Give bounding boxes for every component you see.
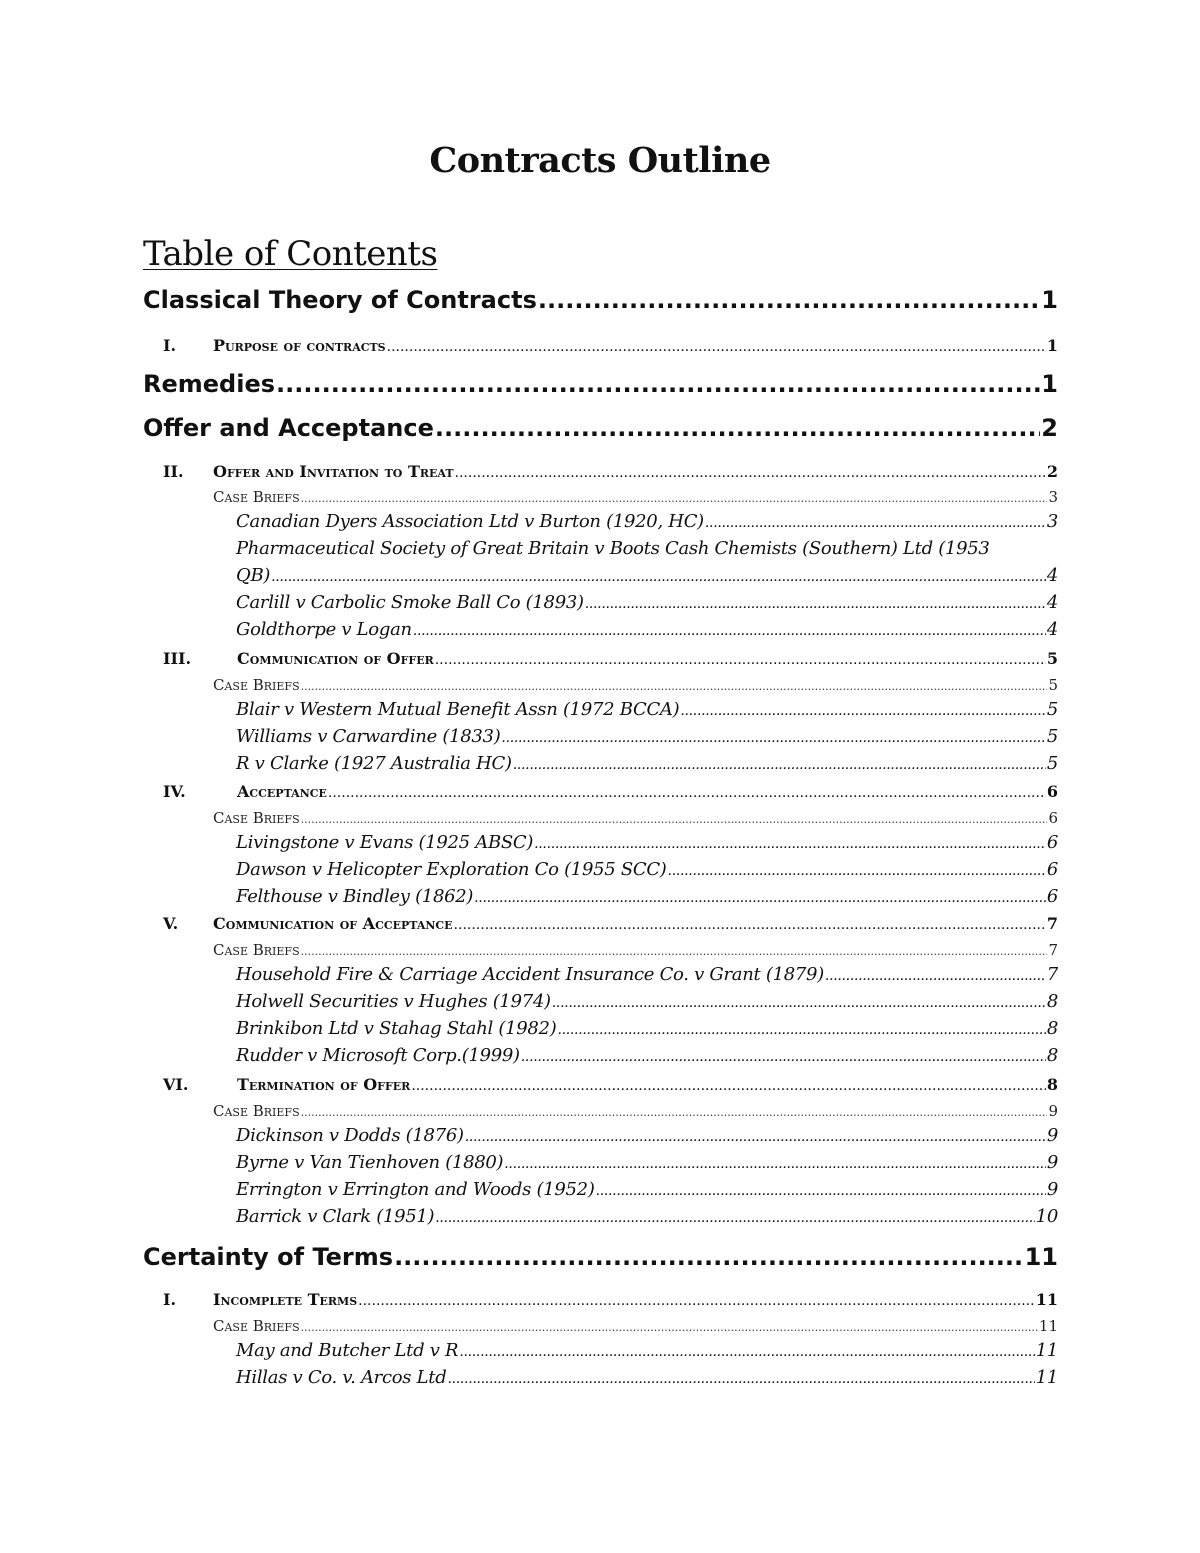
toc-entry-case[interactable] xyxy=(143,592,1058,619)
toc-entry-case[interactable] xyxy=(143,1152,1058,1179)
toc-page-number: 3 xyxy=(1046,511,1058,532)
toc-entry-text: Case Briefs xyxy=(213,1317,300,1335)
toc-page-number: 9 xyxy=(1046,1125,1058,1146)
toc-page-number: 6 xyxy=(1048,809,1058,827)
dot-leader xyxy=(455,465,1046,481)
dot-leader xyxy=(301,680,1048,693)
toc-entry-communication-of-acceptance[interactable] xyxy=(143,914,1058,940)
toc-entry-number: IV. xyxy=(163,782,186,801)
toc-entry-text: Communication of Offer xyxy=(237,649,434,668)
toc-entry-communication-of-offer[interactable] xyxy=(143,649,1058,675)
toc-entry-number: II. xyxy=(163,462,184,481)
toc-entry-text: Brinkibon Ltd v Stahag Stahl (1982) xyxy=(236,1018,557,1039)
toc-entry-case[interactable] xyxy=(143,1206,1058,1233)
dot-leader xyxy=(301,492,1048,505)
toc-entry-text: Livingstone v Evans (1925 ABSC) xyxy=(236,832,534,853)
toc-entry-case[interactable] xyxy=(143,1125,1058,1152)
toc-entry-text: Dickinson v Dodds (1876) xyxy=(236,1125,464,1146)
toc-entry-number: VI. xyxy=(163,1075,189,1094)
toc-entry-text: Remedies xyxy=(143,370,276,398)
toc-page-number: 9 xyxy=(1046,1179,1058,1200)
toc-page-number: 1 xyxy=(1041,286,1058,314)
toc-entry-text: Case Briefs xyxy=(213,941,300,959)
toc-entry-purpose-of-contracts[interactable] xyxy=(143,336,1058,362)
toc-entry-text: Certainty of Terms xyxy=(143,1243,394,1271)
dot-leader xyxy=(276,370,1040,398)
toc-entry-case[interactable] xyxy=(143,1340,1058,1367)
dot-leader xyxy=(454,917,1046,933)
toc-entry-text: Dawson v Helicopter Exploration Co (1955 SCC) xyxy=(236,859,667,880)
dot-leader xyxy=(465,1129,1046,1145)
toc-entry-case[interactable] xyxy=(143,1018,1058,1045)
document-title: Contracts Outline xyxy=(429,140,771,181)
toc-entry-case[interactable] xyxy=(143,886,1058,913)
toc-entry-offer-and-invitation[interactable] xyxy=(143,462,1058,488)
toc-entry-text: Rudder v Microsoft Corp.(1999) xyxy=(236,1045,520,1066)
toc-entry-text: Pharmaceutical Society of Great Britain v Boots Cash Chemists (Southern) Ltd (1953 xyxy=(236,538,990,559)
dot-leader xyxy=(301,813,1048,826)
dot-leader xyxy=(358,1293,1035,1309)
toc-page-number: 3 xyxy=(1048,488,1058,506)
toc-page-number: 2 xyxy=(1041,414,1058,442)
toc-entry-text: Purpose of contracts xyxy=(213,336,386,355)
toc-heading: Table of Contents xyxy=(143,234,438,274)
dot-leader xyxy=(328,785,1046,801)
toc-entry-case-briefs[interactable] xyxy=(143,941,1058,965)
toc-entry-case[interactable] xyxy=(143,619,1058,646)
toc-entry-text: Felthouse v Bindley (1862) xyxy=(236,886,474,907)
toc-entry-remedies[interactable] xyxy=(143,370,1058,404)
toc-entry-incomplete-terms[interactable] xyxy=(143,1290,1058,1316)
toc-entry-classical-theory[interactable] xyxy=(143,286,1058,320)
toc-page-number: 11 xyxy=(1038,1317,1058,1335)
toc-page-number: 2 xyxy=(1046,462,1058,481)
dot-leader xyxy=(705,515,1046,531)
toc-entry-case[interactable] xyxy=(143,1367,1058,1394)
toc-page-number: 8 xyxy=(1046,1045,1058,1066)
toc-entry-case[interactable] xyxy=(143,859,1058,886)
dot-leader xyxy=(301,945,1048,958)
dot-leader xyxy=(521,1049,1046,1065)
toc-entry-case-continued[interactable] xyxy=(143,565,1058,592)
toc-page-number: 6 xyxy=(1046,859,1058,880)
toc-page-number: 5 xyxy=(1046,649,1058,668)
dot-leader xyxy=(501,730,1045,746)
dot-leader xyxy=(413,623,1046,639)
toc-page-number: 7 xyxy=(1048,941,1058,959)
toc-entry-case[interactable] xyxy=(143,699,1058,726)
toc-entry-number: III. xyxy=(163,649,192,668)
toc-entry-text: Case Briefs xyxy=(213,1102,300,1120)
toc-page-number: 10 xyxy=(1035,1206,1058,1227)
toc-entry-text: Household Fire & Carriage Accident Insurance Co. v Grant (1879) xyxy=(236,964,824,985)
toc-entry-text: Termination of Offer xyxy=(237,1075,411,1094)
dot-leader xyxy=(538,286,1040,314)
toc-entry-text: Blair v Western Mutual Benefit Assn (1972 BCCA) xyxy=(236,699,680,720)
toc-page-number: 4 xyxy=(1046,592,1058,613)
toc-page-number: 6 xyxy=(1046,886,1058,907)
dot-leader xyxy=(435,414,1040,442)
toc-entry-case-briefs[interactable] xyxy=(143,488,1058,512)
toc-page-number: 11 xyxy=(1024,1243,1058,1271)
toc-page-number: 5 xyxy=(1046,753,1058,774)
toc-entry-text: Case Briefs xyxy=(213,488,300,506)
toc-entry-text: Case Briefs xyxy=(213,809,300,827)
toc-entry-acceptance[interactable] xyxy=(143,782,1058,808)
toc-page-number: 5 xyxy=(1046,699,1058,720)
toc-entry-text: QB) xyxy=(236,565,271,586)
toc-page-number: 11 xyxy=(1035,1340,1058,1361)
toc-page-number: 1 xyxy=(1046,336,1058,355)
dot-leader xyxy=(435,1210,1034,1226)
toc-entry-case[interactable] xyxy=(143,1045,1058,1072)
toc-entry-text: Incomplete Terms xyxy=(213,1290,358,1309)
dot-leader xyxy=(271,569,1046,585)
toc-entry-text: Byrne v Van Tienhoven (1880) xyxy=(236,1152,504,1173)
toc-entry-case[interactable] xyxy=(143,538,1058,565)
toc-entry-number: V. xyxy=(163,914,179,933)
toc-entry-case[interactable] xyxy=(143,726,1058,753)
toc-entry-case[interactable] xyxy=(143,832,1058,859)
toc-page-number: 7 xyxy=(1046,964,1058,985)
toc-page-number: 11 xyxy=(1035,1290,1058,1309)
toc-entry-case-briefs[interactable] xyxy=(143,676,1058,700)
toc-entry-number: I. xyxy=(163,1290,177,1309)
toc-page-number: 4 xyxy=(1046,565,1058,586)
toc-entry-case[interactable] xyxy=(143,964,1058,991)
toc-page-number: 1 xyxy=(1041,370,1058,398)
toc-entry-text: Hillas v Co. v. Arcos Ltd xyxy=(236,1367,447,1388)
dot-leader xyxy=(557,1022,1045,1038)
dot-leader xyxy=(825,968,1046,984)
dot-leader xyxy=(596,1183,1046,1199)
toc-entry-offer-and-acceptance[interactable] xyxy=(143,414,1058,448)
toc-entry-text: Carlill v Carbolic Smoke Ball Co (1893) xyxy=(236,592,584,613)
toc-entry-text: Classical Theory of Contracts xyxy=(143,286,537,314)
toc-entry-case[interactable] xyxy=(143,511,1058,538)
toc-entry-text: Williams v Carwardine (1833) xyxy=(236,726,501,747)
toc-entry-case-briefs[interactable] xyxy=(143,1317,1058,1341)
dot-leader xyxy=(435,652,1046,668)
toc-entry-case[interactable] xyxy=(143,991,1058,1018)
toc-page-number: 6 xyxy=(1046,832,1058,853)
toc-page-number: 8 xyxy=(1046,1018,1058,1039)
toc-entry-case-briefs[interactable] xyxy=(143,809,1058,833)
toc-entry-text: May and Butcher Ltd v R xyxy=(236,1340,459,1361)
toc-page-number: 4 xyxy=(1046,619,1058,640)
toc-entry-case-briefs[interactable] xyxy=(143,1102,1058,1126)
toc-page-number: 5 xyxy=(1048,676,1058,694)
dot-leader xyxy=(585,596,1046,612)
toc-entry-text: Goldthorpe v Logan xyxy=(236,619,412,640)
toc-entry-case[interactable] xyxy=(143,753,1058,780)
toc-entry-termination-of-offer[interactable] xyxy=(143,1075,1058,1101)
toc-entry-certainty-of-terms[interactable] xyxy=(143,1243,1058,1277)
dot-leader xyxy=(459,1344,1034,1360)
toc-entry-text: Case Briefs xyxy=(213,676,300,694)
toc-entry-text: Acceptance xyxy=(237,782,327,801)
dot-leader xyxy=(504,1156,1046,1172)
toc-page-number: 6 xyxy=(1046,782,1058,801)
toc-page-number: 5 xyxy=(1046,726,1058,747)
toc-page-number: 9 xyxy=(1046,1152,1058,1173)
dot-leader xyxy=(552,995,1046,1011)
toc-page-number: 8 xyxy=(1046,1075,1058,1094)
toc-entry-text: Communication of Acceptance xyxy=(213,914,453,933)
toc-entry-text: Offer and Acceptance xyxy=(143,414,434,442)
dot-leader xyxy=(411,1078,1046,1094)
dot-leader xyxy=(301,1321,1038,1334)
toc-entry-text: Holwell Securities v Hughes (1974) xyxy=(236,991,551,1012)
toc-page-number: 8 xyxy=(1046,991,1058,1012)
dot-leader xyxy=(513,757,1046,773)
dot-leader xyxy=(394,1243,1024,1271)
toc-entry-text: R v Clarke (1927 Australia HC) xyxy=(236,753,512,774)
dot-leader xyxy=(387,339,1046,355)
dot-leader xyxy=(447,1371,1034,1387)
toc-entry-text: Barrick v Clark (1951) xyxy=(236,1206,435,1227)
toc-page-number: 11 xyxy=(1035,1367,1058,1388)
toc-entry-number: I. xyxy=(163,336,177,355)
dot-leader xyxy=(474,890,1046,906)
dot-leader xyxy=(668,863,1046,879)
toc-page-number: 9 xyxy=(1048,1102,1058,1120)
dot-leader xyxy=(534,836,1046,852)
toc-entry-text: Errington v Errington and Woods (1952) xyxy=(236,1179,595,1200)
toc-entry-case[interactable] xyxy=(143,1179,1058,1206)
dot-leader xyxy=(680,703,1045,719)
toc-entry-text: Offer and Invitation to Treat xyxy=(213,462,454,481)
toc-page-number: 7 xyxy=(1046,914,1058,933)
dot-leader xyxy=(301,1106,1048,1119)
toc-entry-text: Canadian Dyers Association Ltd v Burton (1920, HC) xyxy=(236,511,704,532)
